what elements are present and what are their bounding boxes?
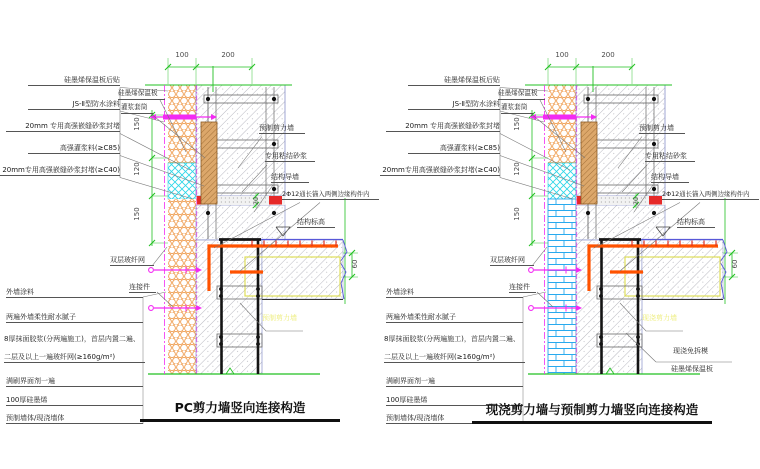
label-wall-type: 预制墙体/现浇墙体 [6,414,143,424]
label-exterior-paint: 外墙涂料 [6,288,143,298]
label-exterior-paint: 外墙涂料 [386,288,523,298]
label-wall-name-highlight: 现浇剪力墙 [642,314,677,322]
label-insulation-backpaste: 硅墨烯保温板后贴 [408,76,500,86]
dim-left-150-lower: 150 [513,207,521,221]
diagram-title: 现浇剪力墙与预制剪力墙竖向连接构造 [472,400,712,424]
label-waterproof-putty: 两遍外墙柔性耐水腻子 [6,313,143,323]
detail-diagram-castinplace-wall [380,0,760,469]
dim-top-200: 200 [601,51,615,59]
diagram-title: PC剪力墙竖向连接构造 [140,398,340,422]
label-interface-agent: 满刷界面剂一遍 [6,377,143,387]
label-insulation-board: 硅墨烯保温板 [118,90,165,100]
dim-joint-20: 20 [253,197,260,205]
label-glass-fiber-mesh: 双层玻纤网 [490,256,534,266]
label-joint-mortar-c40: 20mm专用高强嵌缝砂浆封堵(≥C40) [0,166,120,176]
label-wall-name-highlight: 预制剪力墙 [262,314,297,322]
label-grout-material-c85: 高强灌浆料(≥C85) [28,144,120,154]
label-structural-elevation: 结构标高 [677,218,715,228]
label-precast-shear-wall: 预制剪力墙 [259,124,305,134]
label-guide-wall: 结构导墙 [271,173,309,183]
label-anchor-bars: 2Φ12通长锚入两侧边缘构件内 [282,191,379,200]
label-cast-formwork: 现浇免拆模 [673,347,708,355]
label-grout-sleeve: 灌浆套筒 [121,104,153,114]
label-waterproof-putty: 两遍外墙柔性耐水腻子 [386,313,523,323]
label-plaster-line1: 8厚抹面胶浆(分两遍施工)，首层内置二遍、 [384,335,520,343]
label-connector: 连接件 [509,283,536,293]
dim-left-150-lower: 150 [133,207,141,221]
dim-slab-60: 60 [731,259,739,269]
label-bonding-mortar: 专用粘结砂浆 [265,152,315,162]
dim-top-100: 100 [175,51,189,59]
dim-top-200: 200 [221,51,235,59]
label-joint-mortar-20mm: 20mm 专用高强嵌缝砂浆封堵 [6,122,120,132]
dim-left-120: 120 [133,162,141,176]
label-glass-fiber-mesh: 双层玻纤网 [110,256,154,266]
dim-left-120: 120 [513,162,521,176]
label-waterproof-coating: JS-Ⅱ型防水涂料 [28,100,120,110]
label-connector: 连接件 [129,283,156,293]
dim-joint-20: 20 [633,197,640,205]
dim-slab-60: 60 [351,259,359,269]
label-structural-elevation: 结构标高 [297,218,335,228]
label-insulation-board: 硅墨烯保温板 [498,90,545,100]
label-grout-sleeve: 灌浆套筒 [501,104,533,114]
label-plaster-line2: 二层及以上一遍玻纤网(≥160g/m²) [4,353,145,363]
label-wall-type: 预制墙体/现浇墙体 [386,414,523,424]
dim-left-150-upper: 150 [133,117,141,131]
label-anchor-bars: 2Φ12通长锚入两侧边缘构件内 [662,191,759,200]
label-formwork-insulation-board: 硅墨烯保温板 [671,365,713,373]
dim-left-150-upper: 150 [513,117,521,131]
label-grout-material-c85: 高强灌浆料(≥C85) [408,144,500,154]
label-insulation-100thick: 100厚硅墨烯 [6,396,143,406]
label-precast-shear-wall: 预制剪力墙 [639,124,685,134]
label-joint-mortar-c40: 20mm专用高强嵌缝砂浆封堵(≥C40) [380,166,500,176]
label-plaster-line2: 二层及以上一遍玻纤网(≥160g/m²) [384,353,525,363]
label-guide-wall: 结构导墙 [651,173,689,183]
label-joint-mortar-20mm: 20mm 专用高强嵌缝砂浆封堵 [386,122,500,132]
dim-top-100: 100 [555,51,569,59]
label-waterproof-coating: JS-Ⅱ型防水涂料 [408,100,500,110]
label-plaster-line1: 8厚抹面胶浆(分两遍施工)，首层内置二遍、 [4,335,140,343]
label-insulation-100thick: 100厚硅墨烯 [386,396,523,406]
label-interface-agent: 满刷界面剂一遍 [386,377,523,387]
label-insulation-backpaste: 硅墨烯保温板后贴 [28,76,120,86]
label-bonding-mortar: 专用粘结砂浆 [645,152,695,162]
